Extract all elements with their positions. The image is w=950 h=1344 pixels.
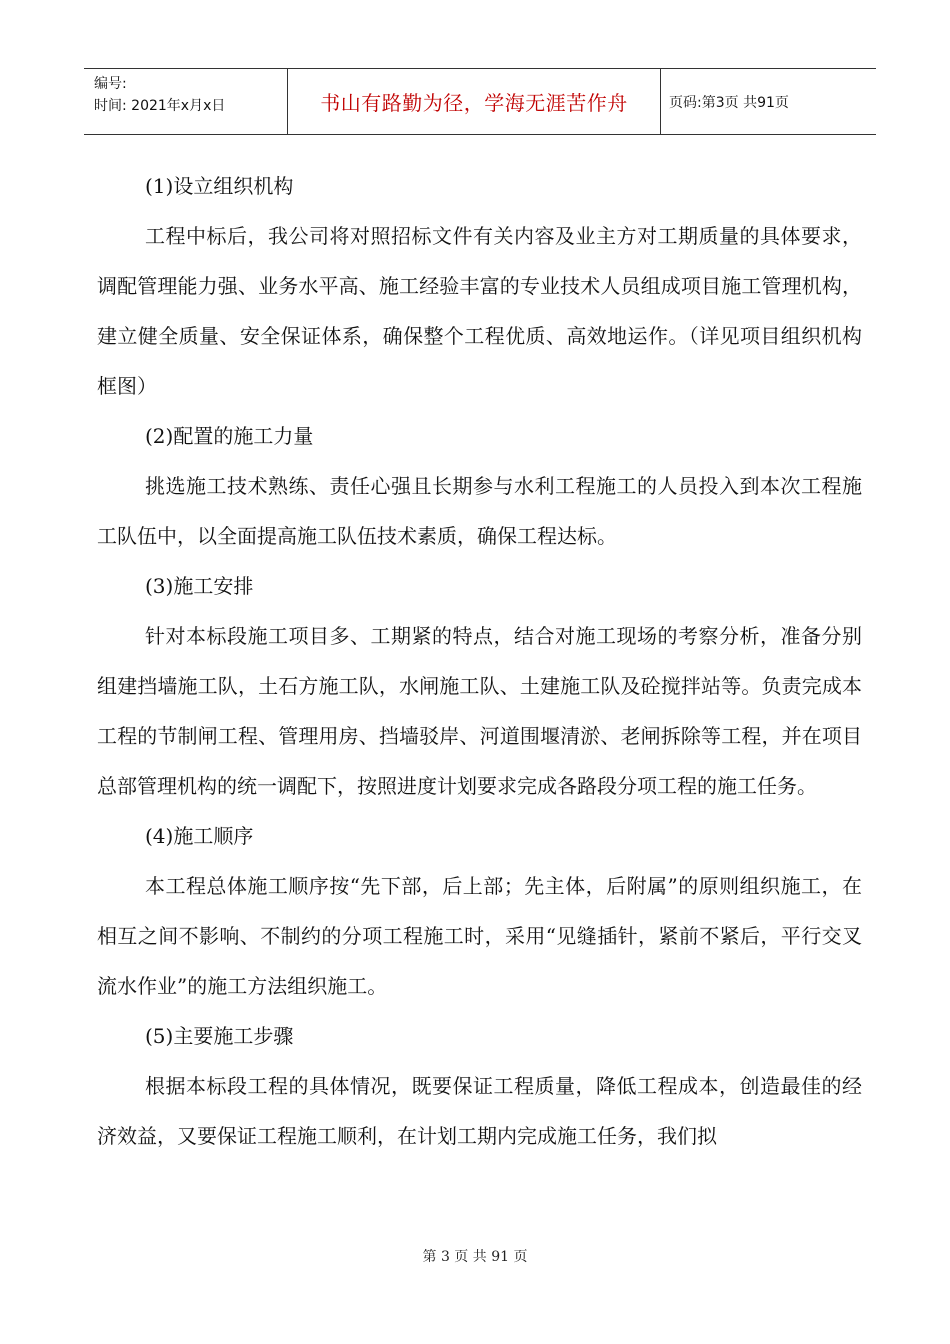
header-page-code: 页码:第3页 共91页 (669, 94, 789, 111)
header-meta (94, 73, 225, 117)
page-footer: 第 3 页 共 91 页 (422, 1249, 528, 1265)
section-heading-5: (5)主要施工步骤 (145, 1024, 294, 1048)
header-divider-right (660, 69, 661, 134)
paragraph-4: 本工程总体施工顺序按“先下部，后上部；先主体，后附属”的原则组织施工，在相互之间不影响、不制约的分项工程施工时，采用“见缝插针，紧前不紧后，平行交叉流水作业”的施工方法组织施工。 (97, 874, 862, 998)
paragraph-3: 针对本标段施工项目多、工期紧的特点，结合对施工现场的考察分析，准备分别组建挡墙施工队，土石方施工队，水闸施工队、土建施工队及砼搅拌站等。负责完成本工程的节制闸工程、管理用房、挡墙驳岸、河道围堰清淤、老闸拆除等工程，并在项目总部管理机构的统一调配下，按照进度计划要求完成各路段分项工程的施工任务。 (97, 624, 862, 798)
header-motto: 书山有路勤为径，学海无涯苦作舟 (320, 91, 628, 115)
section-heading-1: (1)设立组织机构 (145, 174, 294, 198)
header-divider-left (287, 69, 288, 134)
section-heading-3: (3)施工安排 (145, 574, 254, 598)
section-heading-2: (2)配置的施工力量 (145, 424, 314, 448)
document-body (97, 161, 862, 1161)
document-time-label: 时间: 2021年x月x日 (94, 98, 226, 114)
page-header (84, 68, 876, 135)
document-number-label: 编号: (94, 76, 127, 92)
paragraph-5: 根据本标段工程的具体情况，既要保证工程质量，降低工程成本，创造最佳的经济效益，又要保证工程施工顺利，在计划工期内完成施工任务，我们拟 (97, 1074, 862, 1148)
paragraph-2: 挑选施工技术熟练、责任心强且长期参与水利工程施工的人员投入到本次工程施工队伍中，以全面提高施工队伍技术素质，确保工程达标。 (97, 474, 862, 548)
section-heading-4: (4)施工顺序 (145, 824, 254, 848)
paragraph-1: 工程中标后，我公司将对照招标文件有关内容及业主方对工期质量的具体要求，调配管理能力强、业务水平高、施工经验丰富的专业技术人员组成项目施工管理机构，建立健全质量、安全保证体系，确保整个工程优质、高效地运作。（详见项目组织机构框图） (97, 224, 862, 398)
